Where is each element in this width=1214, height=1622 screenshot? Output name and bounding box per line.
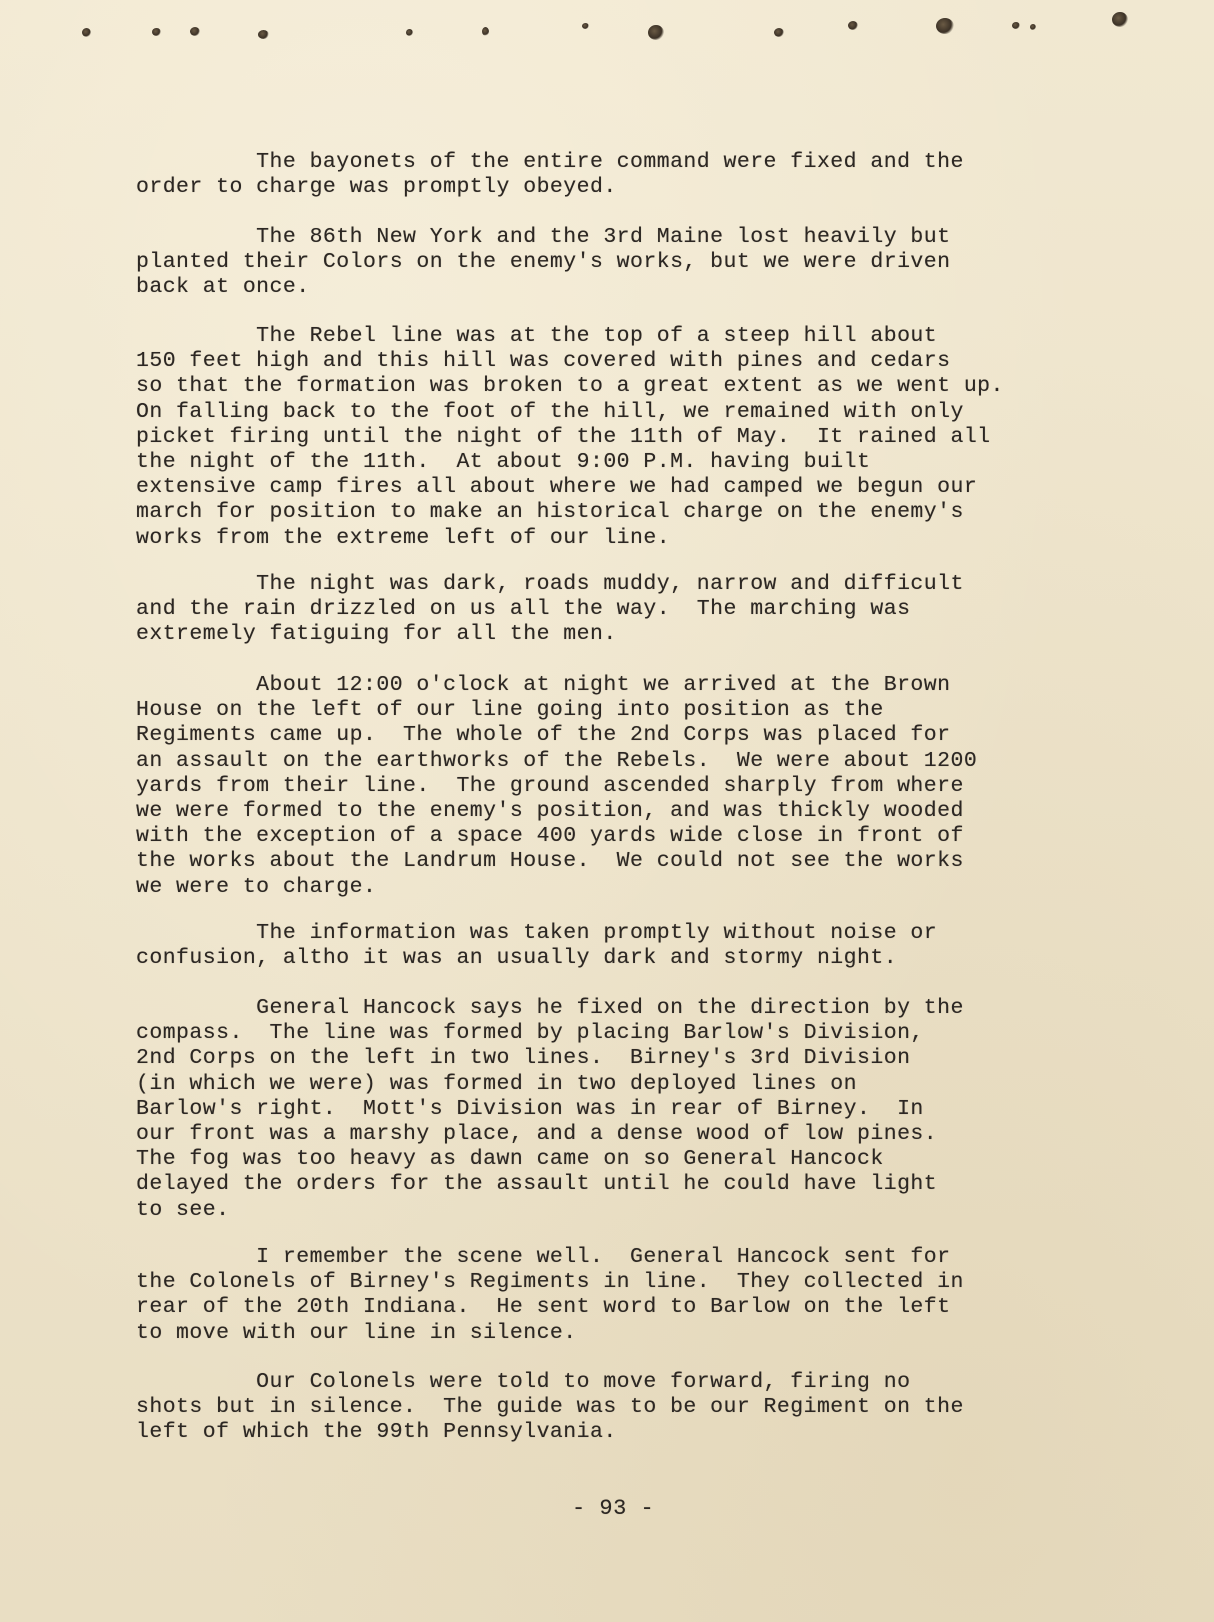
paragraph: Our Colonels were told to move forward, firing no shots but in silence. The guide was to be our Regiment on the left of which the 99th Pennsylvania. (136, 1370, 964, 1445)
hole-icon (482, 27, 489, 36)
hole-icon (152, 28, 161, 36)
hole-icon (648, 25, 664, 40)
hole-icon (258, 30, 269, 39)
hole-icon (1012, 22, 1020, 29)
paragraph: The night was dark, roads muddy, narrow and difficult and the rain drizzled on us all the way. The marching was extremely fatiguing for all the men. (136, 572, 964, 647)
paragraph: The information was taken promptly without noise or confusion, altho it was an usually dark and stormy night. (136, 921, 938, 971)
hole-icon (1030, 24, 1036, 30)
paragraph: The 86th New York and the 3rd Maine lost heavily but planted their Colors on the enemy's works, but we were driven back at once. (136, 225, 951, 300)
paragraph: The bayonets of the entire command were fixed and the order to charge was promptly obeyed. (136, 150, 964, 200)
hole-icon (190, 27, 200, 36)
binder-holes (0, 0, 1214, 60)
page-number: - 93 - (572, 1496, 655, 1521)
paragraph: About 12:00 o'clock at night we arrived at the Brown House on the left of our line going into position as the Regiments came up. The whole of the 2nd Corps was placed for an assault on the earthworks of the Rebels. We were about 1200 yards from their line. The ground ascended sharply from where we were formed to the enemy's position, and was thickly wooded with the exception of a space 400 yards wide close in front of the works about the Landrum House. We could not see the works we were to charge. (136, 673, 978, 899)
paragraph: I remember the scene well. General Hancock sent for the Colonels of Birney's Regiments in line. They collected in rear of the 20th Indiana. He sent word to Barlow on the left to move with our line in silence. (136, 1245, 964, 1345)
paragraph: The Rebel line was at the top of a steep hill about 150 feet high and this hill was covered with pines and cedars so that the formation was broken to a great extent as we went up. On falling back to the foot of the hill, we remained with only picket firing until the night of the 11th of May. It rained all the night of the 11th. At about 9:00 P.M. having built extensive camp fires all about where we had camped we begun our march for position to make an historical charge on the enemy's works from the extreme left of our line. (136, 324, 1004, 550)
hole-icon (406, 29, 413, 36)
hole-icon (774, 28, 784, 37)
hole-icon (848, 21, 858, 30)
hole-icon (582, 23, 589, 29)
hole-icon (1112, 12, 1128, 27)
hole-icon (82, 28, 91, 37)
paragraph: General Hancock says he fixed on the direction by the compass. The line was formed by placing Barlow's Division, 2nd Corps on the left in two lines. Birney's 3rd Division (in which we were) was formed in two deployed lines on Barlow's right. Mott's Division was in rear of Birney. In our front was a marshy place, and a dense wood of low pines. The fog was too heavy as dawn came on so General Hancock delayed the orders for the assault until he could have light to see. (136, 996, 964, 1222)
hole-icon (936, 18, 954, 34)
